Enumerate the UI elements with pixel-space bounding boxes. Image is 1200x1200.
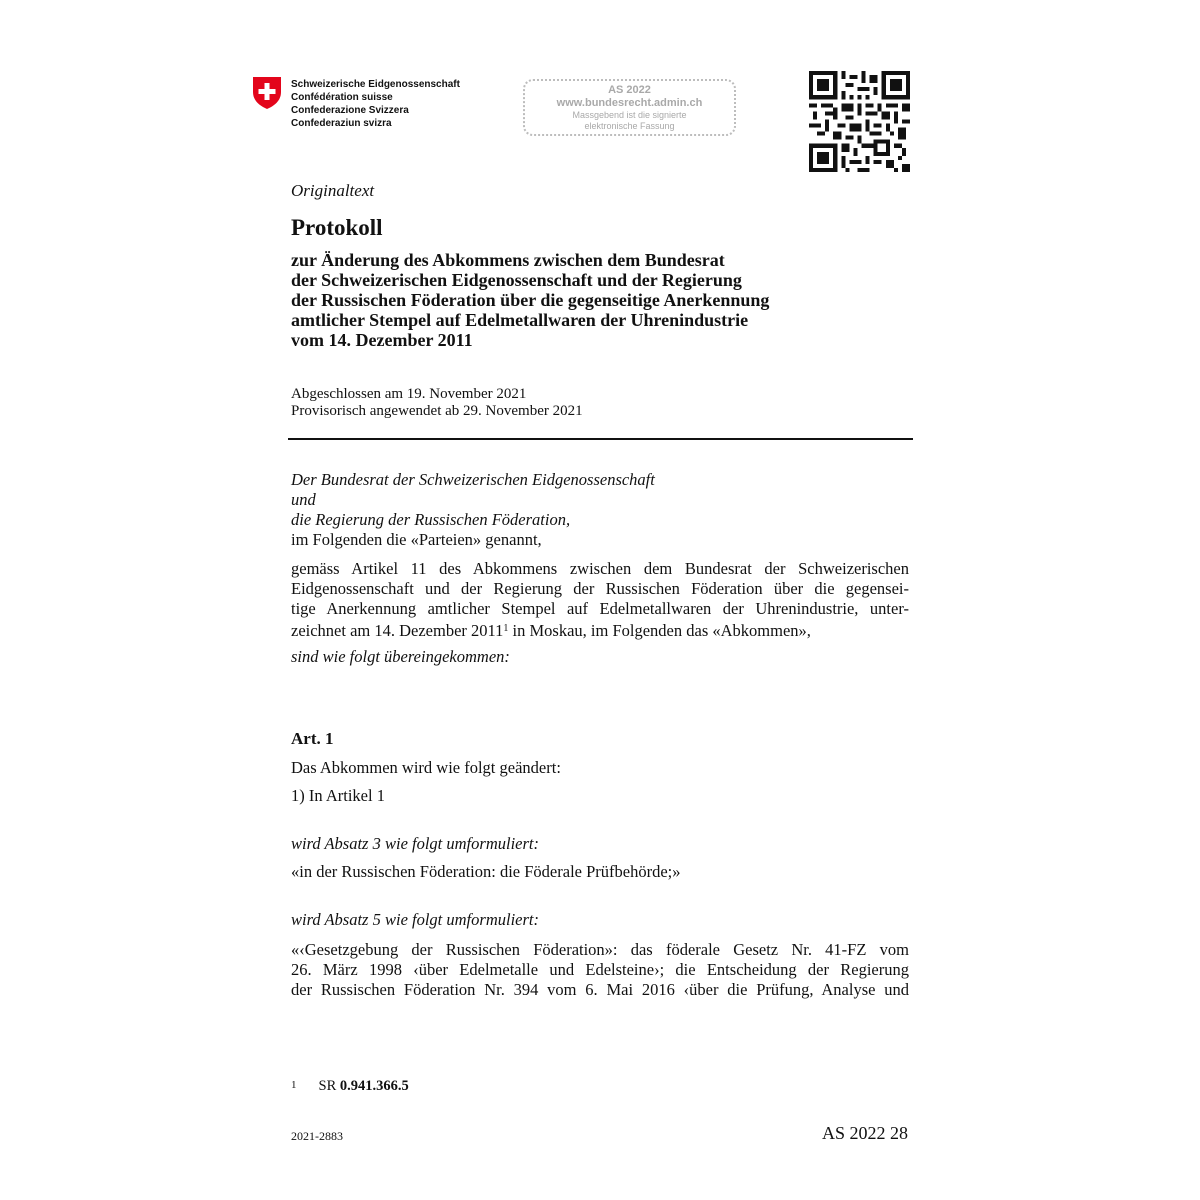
absatz-3-text: «in der Russischen Föderation: die Föderale Prüfbehörde;» (291, 862, 681, 881)
footnote-reference[interactable]: 1 (503, 623, 509, 634)
subtitle-line: der Schweizerischen Eidgenossenschaft und der Regierung (291, 270, 742, 290)
qr-code (809, 71, 910, 172)
paragraph-text: in Moskau, im Folgenden das «Abkommen», (508, 621, 811, 640)
article-heading: Art. 1 (291, 729, 334, 748)
paragraph-line (291, 619, 909, 641)
provisional-date: Provisorisch angewendet ab 29. November 2021 (291, 403, 583, 419)
article-intro: Das Abkommen wird wie folgt geändert: (291, 758, 561, 777)
subtitle-line: amtlicher Stempel auf Edelmetallwaren der Uhrenindustrie (291, 310, 749, 330)
footnote (291, 1078, 409, 1095)
paragraph-line: 26. März 1998 ‹über Edelmetalle und Edelsteine›; die Entscheidung der Regierung (291, 960, 909, 979)
agreement-clause: sind wie folgt übereingekommen: (291, 647, 510, 666)
absatz-5-text (291, 940, 909, 1000)
footnote-prefix: SR (318, 1078, 340, 1094)
subtitle-line: zur Änderung des Abkommens zwischen dem Bundesrat (291, 250, 725, 270)
stamp-as-number: AS 2022 (608, 84, 651, 96)
paragraph-line: Eidgenossenschaft und der Regierung der Russischen Föderation über die gegensei- (291, 579, 909, 598)
paragraph-line: «‹Gesetzgebung der Russischen Föderation»: das föderale Gesetz Nr. 41-FZ vom (291, 940, 909, 959)
org-name-de: Schweizerische Eidgenossenschaft (291, 79, 460, 90)
confederation-names (291, 78, 460, 130)
subtitle-line: vom 14. Dezember 2011 (291, 330, 473, 350)
stamp-note-1: Massgebend ist die signierte (572, 110, 687, 120)
party-swiss: Der Bundesrat der Schweizerischen Eidgenossenschaft (291, 470, 655, 489)
paragraph-line: tige Anerkennung amtlicher Stempel auf Edelmetallwaren der Uhrenindustrie, unter- (291, 599, 909, 618)
as-signature-stamp (523, 79, 736, 136)
document-dates (291, 386, 583, 420)
header-divider (288, 438, 913, 440)
absatz-3-intro: wird Absatz 3 wie folgt umformuliert: (291, 834, 539, 853)
subtitle-line: der Russischen Föderation über die gegenseitige Anerkennung (291, 290, 770, 310)
footnote-number: 1 (291, 1079, 297, 1091)
stamp-url: www.bundesrecht.admin.ch (556, 97, 703, 109)
preamble-parties (291, 470, 909, 550)
stamp-note-2: elektronische Fassung (584, 121, 675, 131)
preamble-paragraph (291, 559, 909, 641)
concluded-date: Abgeschlossen am 19. November 2021 (291, 386, 527, 402)
document-title: Protokoll (291, 215, 383, 240)
paragraph-line: gemäss Artikel 11 des Abkommens zwischen dem Bundesrat der Schweizerischen (291, 559, 909, 578)
org-name-rm: Confederaziun svizra (291, 118, 392, 129)
absatz-5-intro: wird Absatz 5 wie folgt umformuliert: (291, 910, 539, 929)
paragraph-line: der Russischen Föderation Nr. 394 vom 6. Mai 2016 ‹über die Prüfung, Analyse und (291, 980, 909, 999)
org-name-it: Confederazione Svizzera (291, 105, 409, 116)
as-reference: AS 2022 28 (822, 1123, 909, 1143)
swiss-coat-of-arms-logo (252, 76, 282, 110)
org-name-fr: Confédération suisse (291, 92, 393, 103)
article-item-1: 1) In Artikel 1 (291, 786, 385, 805)
document-number: 2021-2883 (291, 1129, 343, 1143)
party-russia: die Regierung der Russischen Föderation, (291, 510, 571, 529)
original-text-label: Originaltext (291, 181, 375, 200)
parties-definition: im Folgenden die «Parteien» genannt, (291, 530, 542, 549)
document-subtitle (291, 250, 891, 350)
conjunction: und (291, 490, 316, 509)
paragraph-text: zeichnet am 14. Dezember 2011 (291, 621, 504, 640)
footnote-sr-number: 0.941.366.5 (339, 1078, 409, 1094)
